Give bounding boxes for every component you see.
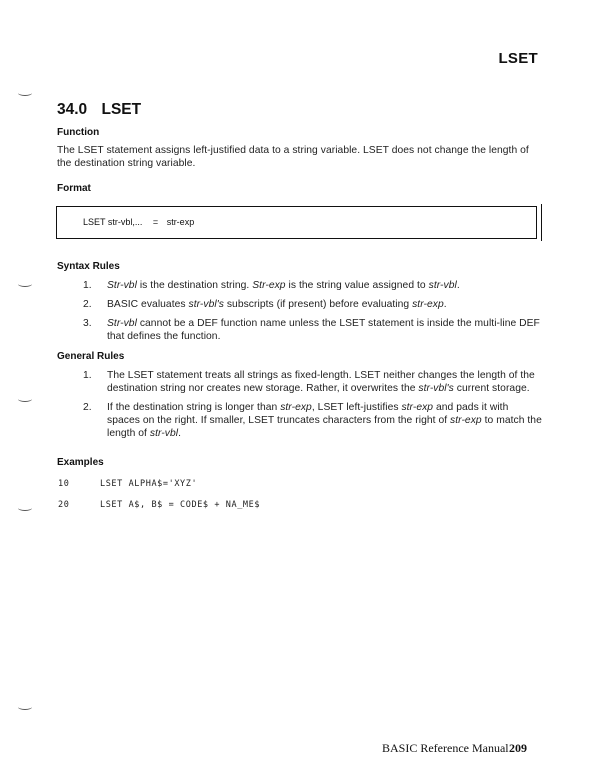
rule-fragment: to match the length of	[107, 415, 542, 439]
rule-term: str-vbl	[149, 428, 179, 439]
rule-fragment: current storage.	[453, 383, 530, 394]
examples-heading: Examples	[57, 457, 104, 468]
rule-term: Str-vbl	[107, 280, 137, 291]
rule-number: 2.	[83, 402, 92, 413]
rule-term: str-vbl	[428, 280, 457, 291]
rule-number: 3.	[83, 318, 92, 329]
rule-fragment: .	[456, 280, 460, 291]
rule-fragment: and pads it with spaces on the right. If smaller, LSET truncates characters from the right of	[107, 402, 509, 426]
binding-mark	[18, 396, 32, 402]
rule-number: 2.	[83, 299, 92, 310]
rule-fragment: is the string value assigned to	[285, 280, 429, 291]
rule-number: 1.	[83, 370, 92, 381]
rule-fragment: cannot be a DEF function name unless the LSET statement is inside the multi-line DEF that defines the function.	[107, 318, 540, 342]
rule-term: str-exp	[280, 402, 312, 413]
general-rules-rule-item	[57, 401, 543, 440]
rule-fragment: BASIC evaluates	[107, 299, 189, 310]
general-rules-rule-item	[57, 369, 543, 395]
rule-fragment: , LSET left-justifies	[311, 402, 402, 413]
syntax-rules-list	[57, 279, 543, 349]
rule-term: Str-exp	[252, 280, 286, 291]
format-expression: str-exp	[166, 217, 195, 227]
rule-term: str-vbl's	[188, 299, 224, 310]
running-head: LSET	[498, 50, 538, 67]
rule-term: str-exp	[412, 299, 444, 310]
rule-fragment: .	[443, 299, 447, 310]
format-heading: Format	[57, 183, 91, 194]
rule-fragment: If the destination string is longer than	[107, 402, 281, 413]
syntax-rules-rule-item	[57, 298, 543, 311]
example-line-number: 10	[58, 479, 70, 489]
rule-text	[107, 369, 543, 395]
rule-text	[107, 298, 543, 311]
syntax-rules-heading: Syntax Rules	[57, 261, 120, 272]
rule-fragment: .	[178, 428, 181, 439]
format-operator: =	[152, 217, 159, 227]
function-heading: Function	[57, 127, 100, 138]
rule-term: str-vbl's	[418, 383, 454, 394]
rule-fragment: is the destination string.	[136, 280, 253, 291]
rule-fragment: The LSET statement treats all strings as fixed-length. LSET neither changes the length of the destination string nor creates new storage. Rather, it overwrites the	[107, 370, 535, 394]
example-code: LSET A$, B$ = CODE$ + NA_ME$	[100, 500, 261, 510]
rule-fragment: subscripts (if present) before evaluating	[223, 299, 413, 310]
syntax-rules-rule-item	[57, 279, 543, 292]
rule-text	[107, 401, 543, 440]
general-rules-list	[57, 369, 543, 446]
rule-term: str-exp	[450, 415, 482, 426]
section-number: 34.0	[57, 101, 88, 118]
binding-mark	[18, 704, 32, 710]
function-text: The LSET statement assigns left-justified data to a string variable. LSET does not change the length of the destination string variable.	[57, 145, 529, 169]
format-syntax	[83, 217, 194, 227]
rule-text	[107, 317, 543, 343]
example-line-number: 20	[58, 500, 70, 510]
section-name: LSET	[101, 101, 142, 118]
rule-number: 1.	[83, 280, 92, 291]
general-rules-heading: General Rules	[57, 351, 125, 362]
binding-mark	[18, 505, 32, 511]
format-box	[56, 206, 537, 239]
binding-mark	[18, 90, 32, 96]
syntax-rules-rule-item	[57, 317, 543, 343]
rule-term: str-exp	[401, 402, 434, 413]
rule-text	[107, 279, 543, 292]
format-keyword: LSET	[83, 217, 106, 227]
page-number: 209	[509, 741, 527, 755]
format-target: str-vbl,...	[107, 217, 143, 227]
example-code: LSET ALPHA$='XYZ'	[100, 479, 198, 489]
rule-term: Str-vbl	[107, 318, 137, 329]
binding-mark	[18, 281, 32, 287]
section-title	[57, 101, 141, 119]
footer-title: BASIC Reference Manual	[382, 741, 509, 755]
